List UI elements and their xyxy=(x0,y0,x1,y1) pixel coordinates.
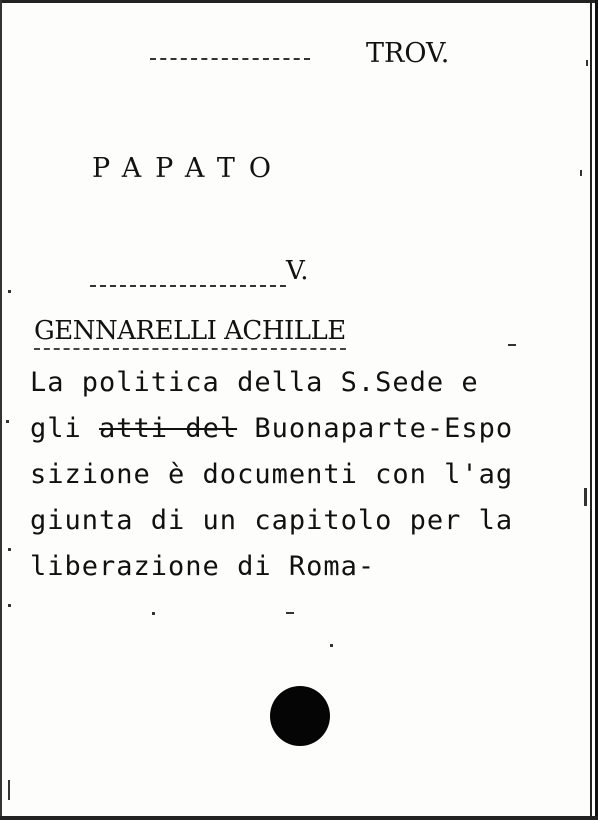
scan-speck xyxy=(580,170,582,176)
title-text-block xyxy=(30,360,513,590)
scan-speck xyxy=(8,780,10,800)
scan-speck xyxy=(584,488,587,506)
card-punch-hole xyxy=(270,686,330,746)
scan-speck xyxy=(286,612,294,614)
scan-speck xyxy=(8,290,11,293)
subject-heading: PAPATO xyxy=(92,153,286,184)
volume-leader-dashes xyxy=(90,285,286,289)
scan-speck xyxy=(586,60,588,66)
volume-marker: V. xyxy=(286,256,309,286)
card-bottom-edge xyxy=(0,816,598,820)
header-leader-dashes xyxy=(150,58,310,62)
title-line-4: giunta di un capitolo per la xyxy=(30,505,514,536)
title-line-2-before: gli xyxy=(30,413,100,444)
scan-speck xyxy=(8,548,11,551)
header-code: TROV. xyxy=(366,38,450,69)
title-line-1: La politica della S.Sede e xyxy=(30,367,479,398)
title-line-5: liberazione di Roma- xyxy=(30,551,376,582)
scan-speck xyxy=(152,612,155,615)
title-line-2-after: Buonaparte-Espo xyxy=(237,413,514,444)
title-line-2-struck: atti del xyxy=(99,413,238,444)
title-line-3: sizione è documenti con l'ag xyxy=(30,459,514,490)
scan-speck xyxy=(330,644,333,647)
author-name: GENNARELLI ACHILLE xyxy=(34,316,346,350)
scan-speck xyxy=(508,344,516,346)
card-right-edge xyxy=(590,0,592,820)
scan-speck xyxy=(8,604,11,607)
card-left-edge xyxy=(0,0,2,820)
card-top-edge xyxy=(0,0,598,3)
title-line-2 xyxy=(30,406,513,452)
scan-speck xyxy=(6,420,9,423)
